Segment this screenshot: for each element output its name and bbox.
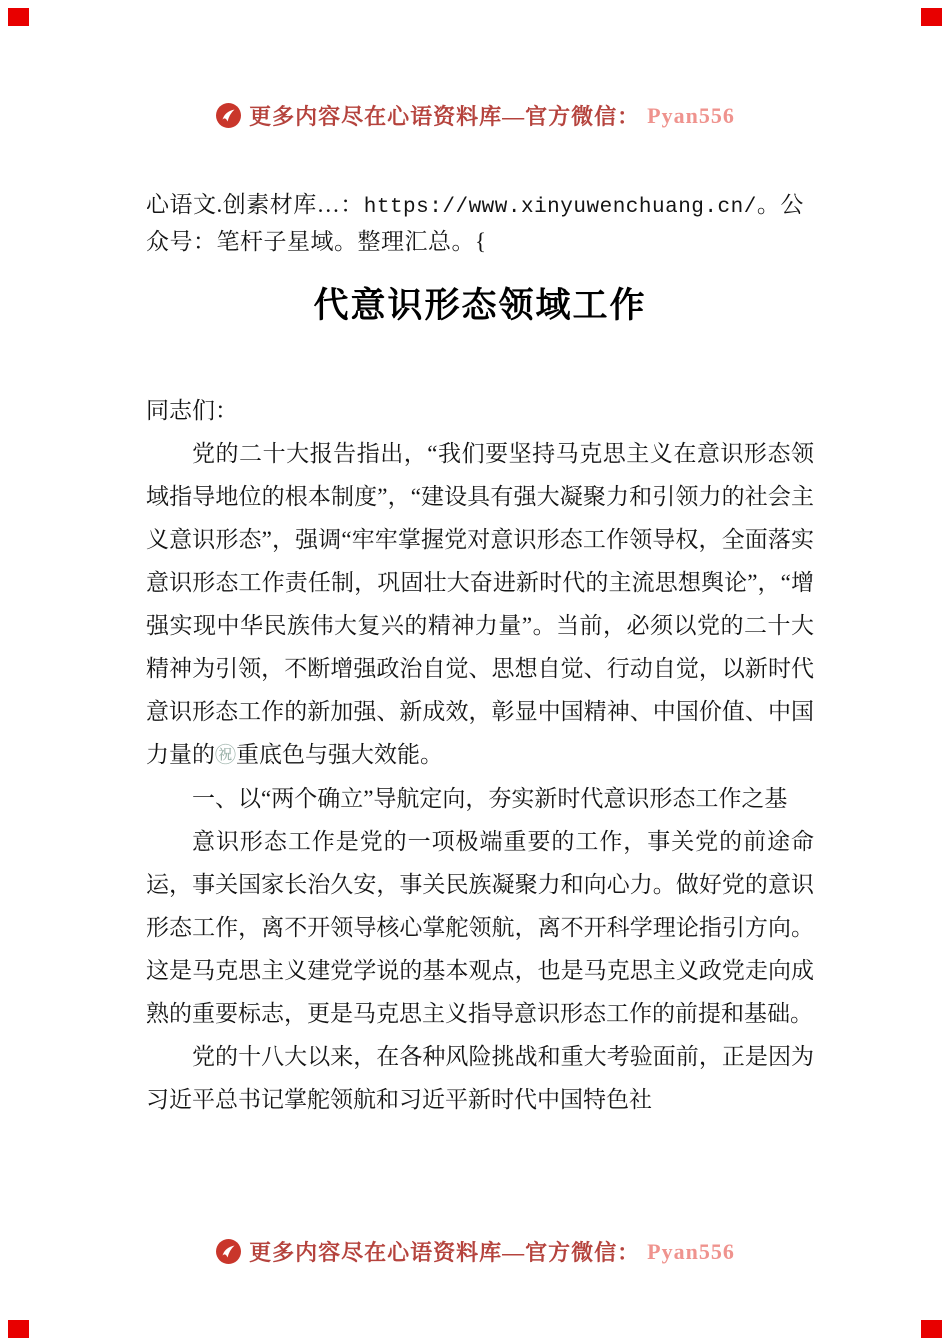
source-suffix-text: 。公众号：笔杆子星域。整理汇总。{ bbox=[146, 192, 804, 254]
corner-mark-top-right bbox=[921, 8, 942, 26]
header-brand-id: Pyan556 bbox=[647, 102, 735, 128]
document-body bbox=[146, 188, 814, 1121]
paragraph-1 bbox=[146, 432, 814, 777]
footer-brand-bar bbox=[0, 1236, 950, 1267]
corner-mark-bottom-left bbox=[8, 1320, 29, 1338]
paragraph-2: 意识形态工作是党的一项极端重要的工作，事关党的前途命运，事关国家长治久安，事关民族凝聚力和向心力。做好党的意识形态工作，离不开领导核心掌舵领航，离不开科学理论指引方向。这是马克思主义建党学说的基本观点，也是马克思主义政党走向成熟的重要标志，更是马克思主义指导意识形态工作的前提和基础。 bbox=[146, 829, 814, 1026]
header-brand-bar bbox=[0, 100, 950, 131]
section-heading-1: 一、以“两个确立”导航定向，夯实新时代意识形态工作之基 bbox=[192, 786, 788, 811]
document-title: 代意识形态领域工作 bbox=[313, 286, 647, 325]
source-url-text: https://www.xinyuwenchuang.cn/ bbox=[363, 196, 757, 219]
footer-brand-text: 更多内容尽在心语资料库—官方微信： bbox=[249, 1240, 641, 1265]
paragraph-1-text-cont: 重底色与强大效能。 bbox=[236, 742, 443, 767]
source-line bbox=[146, 188, 814, 259]
corner-mark-top-left bbox=[8, 8, 29, 26]
brand-logo-icon bbox=[215, 1238, 242, 1265]
obfuscated-glyph: ㊗ bbox=[215, 743, 236, 767]
salutation-line: 同志们： bbox=[146, 398, 238, 423]
footer-brand-id: Pyan556 bbox=[647, 1238, 735, 1264]
source-prefix-text: 心语文.创素材库…： bbox=[146, 192, 364, 217]
paragraph-1-text: 党的二十大报告指出，“我们要坚持马克思主义在意识形态领域指导地位的根本制度”，“建设具有强大凝聚力和引领力的社会主义意识形态”，强调“牢牢掌握党对意识形态工作领导权，全面落实意识形态工作责任制，巩固壮大奋进新时代的主流思想舆论”，“增强实现中华民族伟大复兴的精神力量”。当前，必须以党的二十大精神为引领，不断增强政治自觉、思想自觉、行动自觉，以新时代意识形态工作的新加强、新成效，彰显中国精神、中国价值、中国力量的 bbox=[146, 441, 814, 767]
paragraph-3: 党的十八大以来，在各种风险挑战和重大考验面前，正是因为习近平总书记掌舵领航和习近平新时代中国特色社 bbox=[146, 1044, 814, 1112]
brand-logo-icon bbox=[215, 102, 242, 129]
header-brand-text: 更多内容尽在心语资料库—官方微信： bbox=[249, 104, 641, 129]
corner-mark-bottom-right bbox=[921, 1320, 942, 1338]
